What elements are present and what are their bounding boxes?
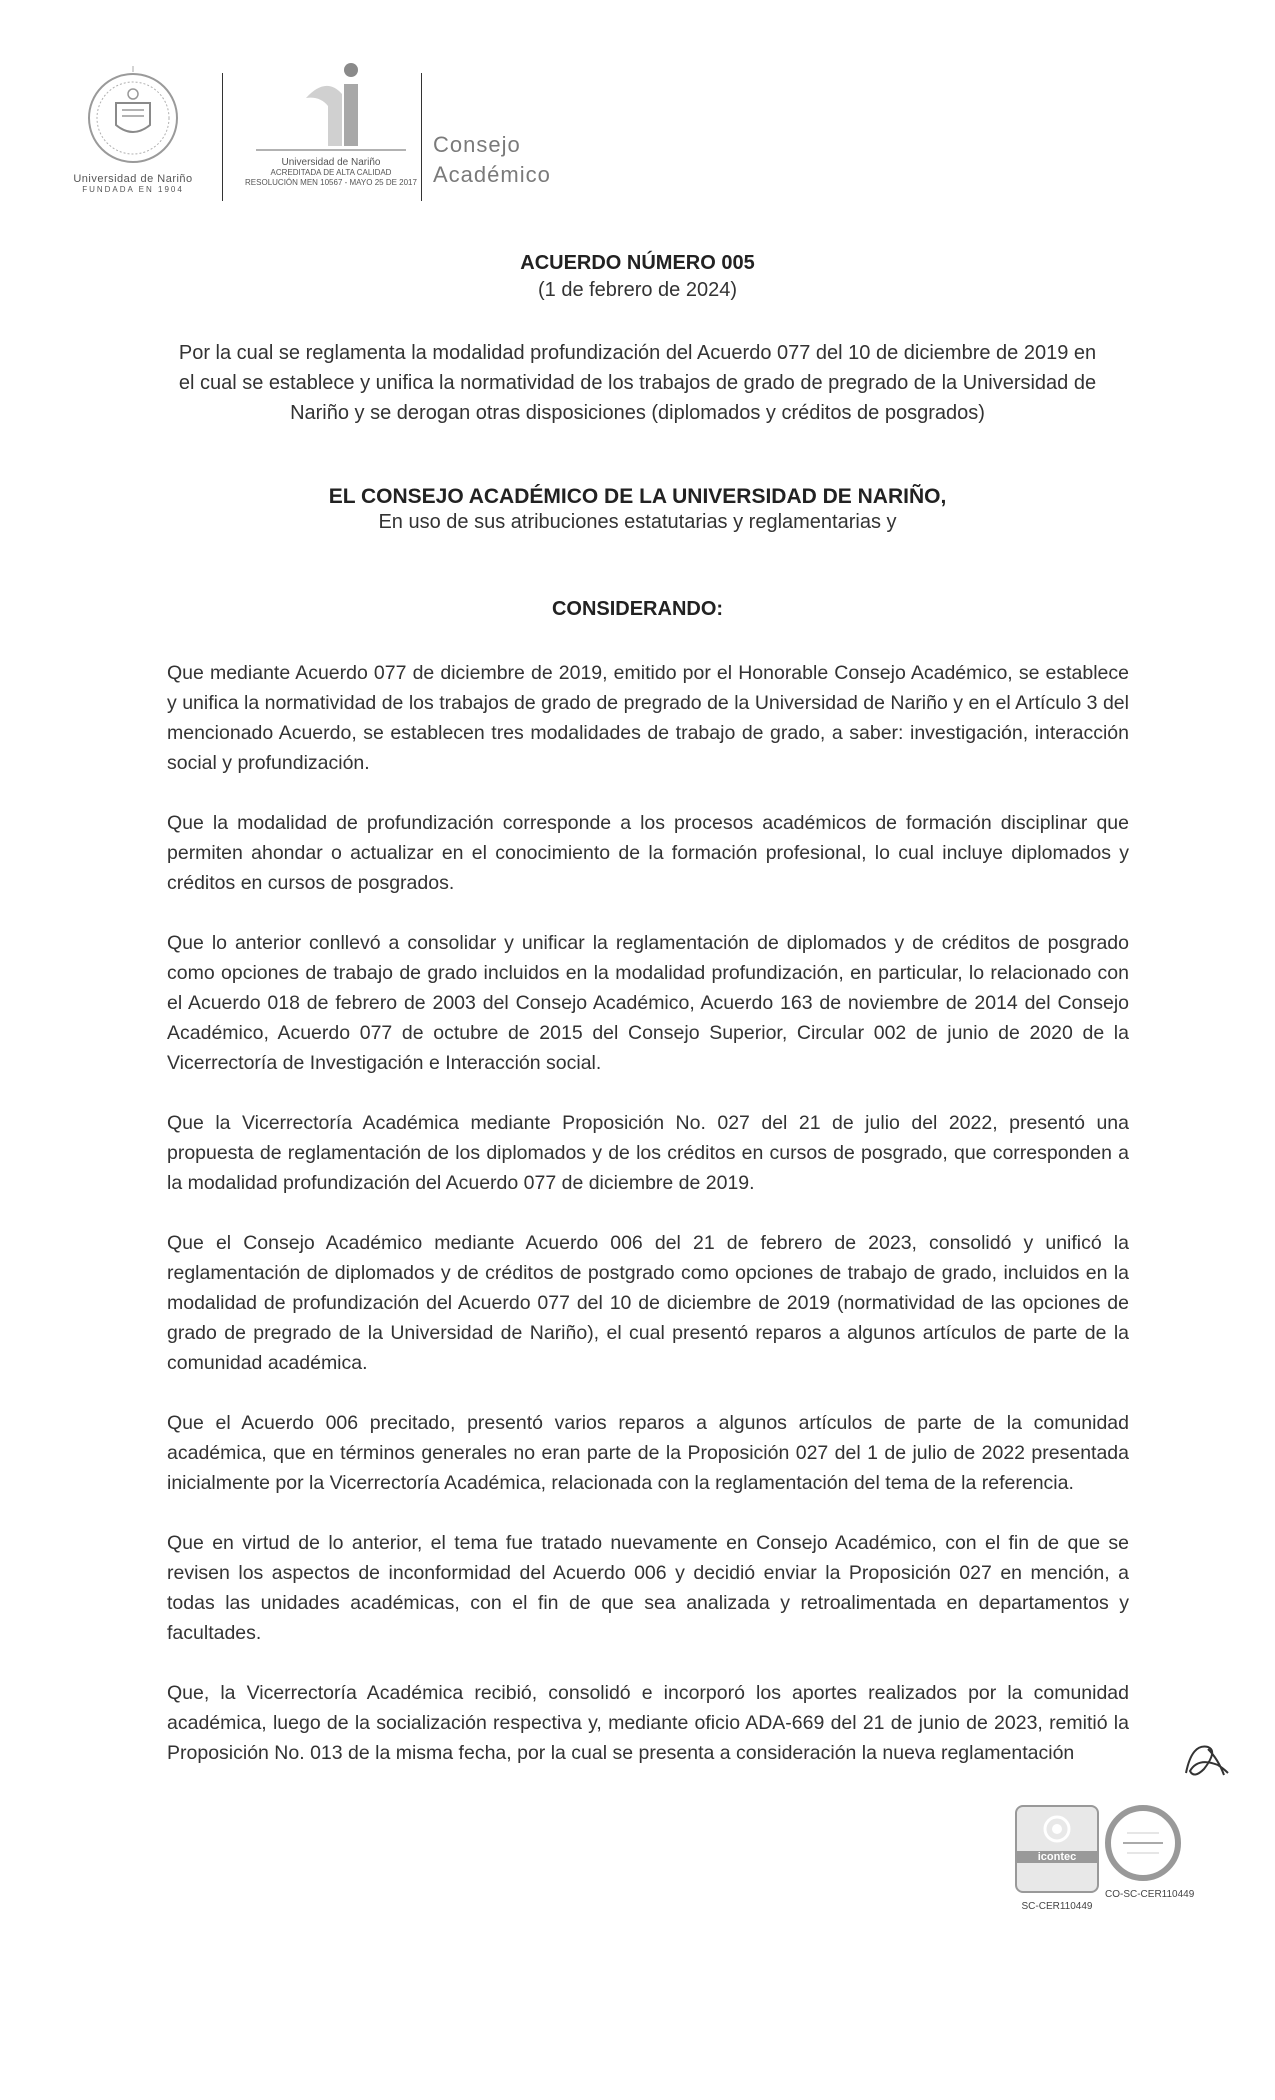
title-block <box>0 252 1275 302</box>
council-block <box>0 485 1275 534</box>
university-name: Universidad de Nariño <box>73 173 193 185</box>
document-subject: Por la cual se reglamenta la modalidad profundización del Acuerdo 077 del 10 de diciembre de 2019 en el cual se establece y unifica la normatividad de los trabajos de grado de pregrado de la Universidad de Nariño y se derogan otras disposiciones (diplomados y créditos de posgrados) <box>178 342 1097 424</box>
paragraph: Que en virtud de lo anterior, el tema fue tratado nuevamente en Consejo Académico, con el fin de que se revisen los aspectos de inconformidad del Acuerdo 006 y decidió enviar la Proposición 027 en mención, a todas las unidades académicas, con el fin de que sea analizada y retroalimentada en departamentos y facultades. <box>167 1532 1129 1644</box>
document-date: (1 de febrero de 2024) <box>537 279 738 301</box>
logo2-accreditation: ACREDITADA DE ALTA CALIDAD <box>270 168 392 177</box>
icontec-brand: icontec <box>1017 1851 1097 1863</box>
icontec-logo-icon <box>1015 1805 1099 1893</box>
handwritten-initials-icon <box>1178 1735 1233 1785</box>
paragraph: Que el Acuerdo 006 precitado, presentó varios reparos a algunos artículos de parte de la comunidad académica, que en términos generales no eran parte de la Proposición 027 del 1 de julio de 2022 presentada inicialmente por la Vicerrectoría Académica, relacionada con la reglamentación del tema de la referencia. <box>167 1412 1129 1494</box>
founded-text: FUNDADA EN 1904 <box>82 185 184 194</box>
paragraph: Que, la Vicerrectoría Académica recibió, consolidó e incorporó los aportes realizados por la comunidad académica, luego de la socialización respectiva y, mediante oficio ADA-669 del 21 de junio de 2023, remitió la Proposición No. 013 de la misma fecha, por la cual se presenta a consideración la nueva reglamentación <box>167 1682 1129 1764</box>
iqnet-code: CO-SC-CER110449 <box>1105 1889 1195 1900</box>
council-attributions: En uso de sus atribuciones estatutarias y reglamentarias y <box>378 511 897 533</box>
accreditation-logo <box>236 58 426 208</box>
council-name: EL CONSEJO ACADÉMICO DE LA UNIVERSIDAD DE NARIÑO, <box>328 485 947 508</box>
ai-logo-icon <box>236 58 426 158</box>
iqnet-logo-icon <box>1105 1805 1181 1881</box>
iqnet-certification <box>1105 1805 1194 1900</box>
icontec-code: SC-CER110449 <box>1021 1901 1093 1912</box>
header-divider <box>222 73 223 201</box>
university-seal <box>58 58 208 208</box>
header-divider <box>421 73 422 201</box>
considerando-heading: CONSIDERANDO: <box>551 598 724 620</box>
logo2-resolution: RESOLUCIÓN MEN 10567 - MAYO 25 DE 2017 <box>245 178 417 187</box>
logo2-name: Universidad de Nariño <box>281 157 381 168</box>
consejo-academico-label: Consejo Académico <box>433 132 551 187</box>
paragraph: Que lo anterior conllevó a consolidar y unificar la reglamentación de diplomados y de créditos de posgrado como opciones de trabajo de grado incluidos en la modalidad profundización, en particular, lo relacionado con el Acuerdo 018 de febrero de 2003 del Consejo Académico, Acuerdo 163 de noviembre de 2014 del Consejo Académico, Acuerdo 077 de octubre de 2015 del Consejo Superior, Circular 002 de junio de 2020 de la Vicerrectoría de Investigación e Interacción social. <box>167 932 1129 1074</box>
paragraph: Que mediante Acuerdo 077 de diciembre de 2019, emitido por el Honorable Consejo Académico, se establece y unifica la normatividad de los trabajos de grado de pregrado de la Universidad de Nariño y en el Artículo 3 del mencionado Acuerdo, se establecen tres modalidades de trabajo de grado, a saber: investigación, interacción social y profundización. <box>167 662 1129 774</box>
paragraph: Que el Consejo Académico mediante Acuerdo 006 del 21 de febrero de 2023, consolidó y unificó la reglamentación de diplomados y de créditos de postgrado como opciones de trabajo de grado, incluidos en la modalidad de profundización del Acuerdo 077 del 10 de diciembre de 2019 (normatividad de las opciones de grado de pregrado de la Universidad de Nariño), el cual presentó reparos a algunos artículos de parte de la comunidad académica. <box>167 1232 1129 1374</box>
university-seal-icon <box>58 58 208 173</box>
document-title: ACUERDO NÚMERO 005 <box>520 252 755 274</box>
paragraph: Que la Vicerrectoría Académica mediante Proposición No. 027 del 21 de julio del 2022, presentó una propuesta de reglamentación de los diplomados y de los créditos en cursos de posgrado, que corresponden a la modalidad profundización del Acuerdo 077 de diciembre de 2019. <box>167 1112 1129 1194</box>
icontec-certification <box>1015 1805 1099 1912</box>
document-body <box>167 658 1129 1768</box>
paragraph: Que la modalidad de profundización corresponde a los procesos académicos de formación disciplinar que permiten ahondar o actualizar en el conocimiento de la formación profesional, lo cual incluye diplomados y créditos en cursos de posgrados. <box>167 812 1129 894</box>
document-header <box>58 58 618 208</box>
